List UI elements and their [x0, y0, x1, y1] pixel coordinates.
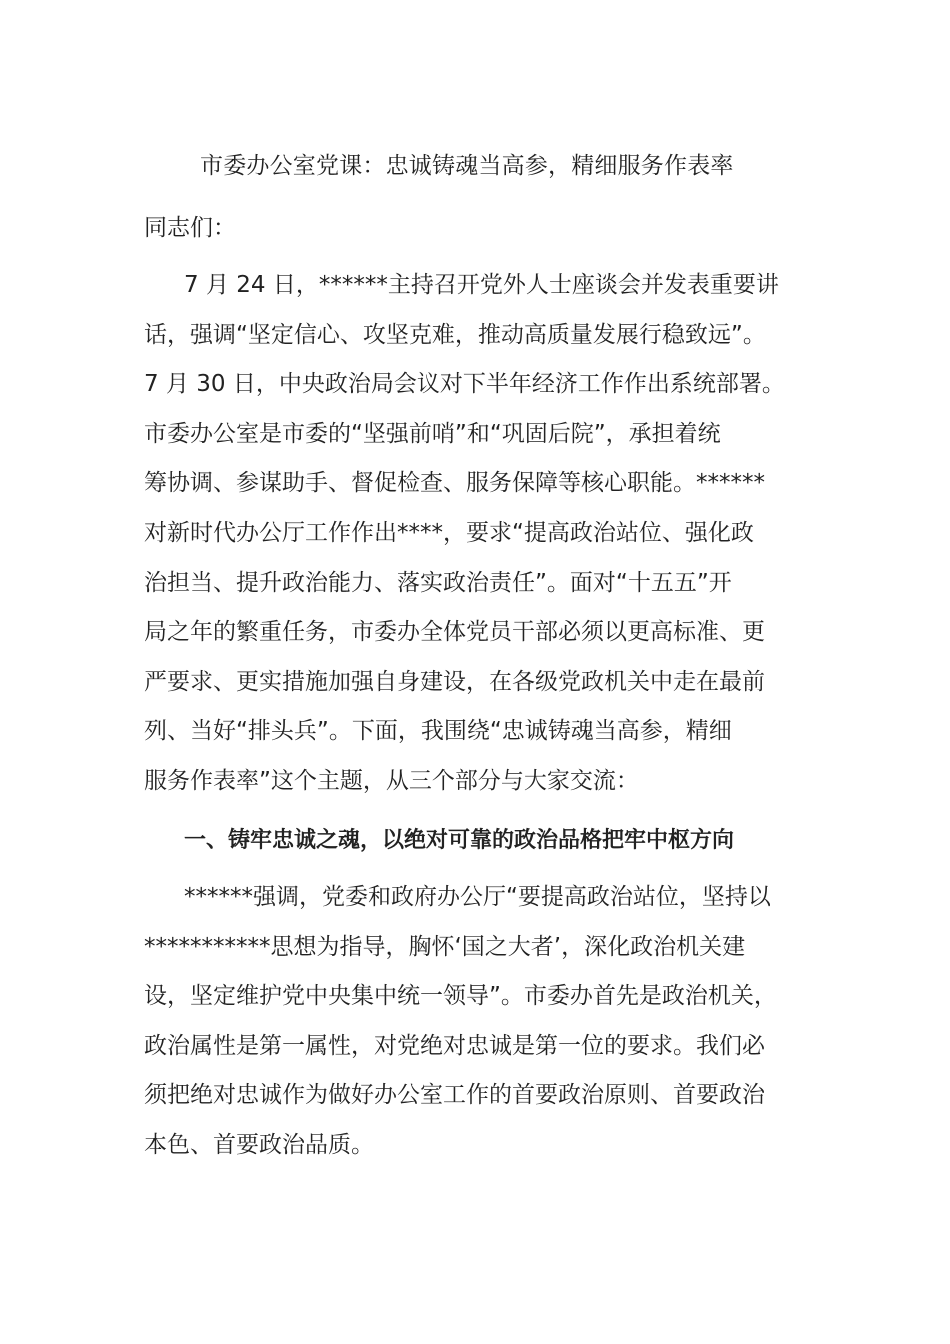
paragraph-line: 对新时代办公厅工作作出****，要求“提高政治站位、强化政	[144, 519, 754, 546]
paragraph-line: 列、当好“排头兵”。下面，我围绕“忠诚铸魂当高参，精细	[144, 718, 732, 745]
paragraph-line: 须把绝对忠诚作为做好办公室工作的首要政治原则、首要政治	[144, 1082, 765, 1109]
paragraph-line: 7 月 30 日，中央政治局会议对下半年经济工作作出系统部署。	[144, 371, 785, 398]
paragraph-line: 治担当、提升政治能力、落实政治责任”。面对“十五五”开	[144, 569, 732, 596]
paragraph-line: 政治属性是第一属性，对党绝对忠诚是第一位的要求。我们必	[144, 1032, 765, 1059]
paragraph-line: 本色、首要政治品质。	[144, 1131, 374, 1158]
paragraph-section-1	[144, 873, 814, 1171]
salutation: 同志们：	[144, 215, 236, 241]
paragraph-line: ******强调，党委和政府办公厅“要提高政治站位，坚持以	[184, 884, 771, 910]
section-heading-1: 一、铸牢忠诚之魂，以绝对可靠的政治品格把牢中枢方向	[184, 828, 735, 853]
paragraph-intro	[144, 261, 814, 807]
paragraph-line: 服务作表率”这个主题，从三个部分与大家交流：	[144, 767, 639, 794]
paragraph-line: ***********思想为指导，胸怀‘国之大者’，深化政治机关建	[144, 933, 746, 960]
paragraph-line: 市委办公室是市委的“坚强前哨”和“巩固后院”，承担着统	[144, 420, 721, 447]
paragraph-line: 话，强调“坚定信心、攻坚克难，推动高质量发展行稳致远”。	[144, 321, 766, 348]
paragraph-line: 7 月 24 日，******主持召开党外人士座谈会并发表重要讲	[184, 272, 779, 298]
paragraph-line: 筹协调、参谋助手、督促检查、服务保障等核心职能。******	[144, 470, 765, 497]
paragraph-line: 严要求、更实措施加强自身建设，在各级党政机关中走在最前	[144, 668, 765, 695]
document-title: 市委办公室党课：忠诚铸魂当高参，精细服务作表率	[200, 153, 734, 179]
paragraph-line: 设，坚定维护党中央集中统一领导”。市委办首先是政治机关，	[144, 983, 777, 1010]
paragraph-line: 局之年的繁重任务，市委办全体党员干部必须以更高标准、更	[144, 619, 765, 646]
